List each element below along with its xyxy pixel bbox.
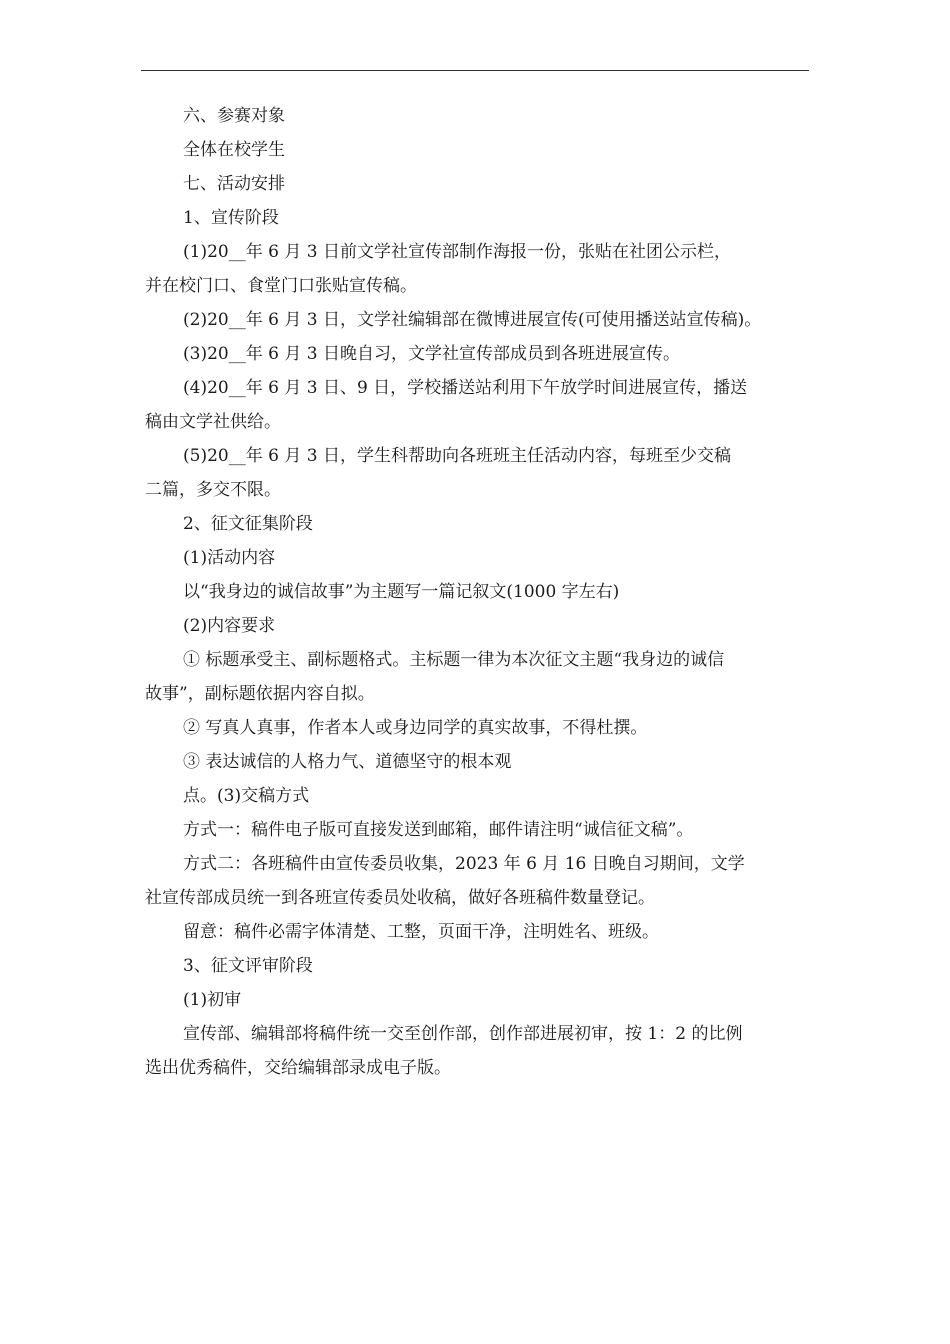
requirement-2: ② 写真人真事，作者本人或身边同学的真实故事，不得杜撰。	[183, 718, 648, 738]
submission-note: 留意：稿件必需字体清楚、工整，页面干净，注明姓名、班级。	[183, 922, 659, 942]
header-rule	[141, 70, 809, 71]
document-body	[145, 100, 807, 1086]
publicity-item-4-line-2: 稿由文学社供给。	[145, 412, 281, 432]
subsection-heading-review: 3、征文评审阶段	[183, 956, 313, 976]
section-heading-schedule: 七、活动安排	[183, 174, 285, 194]
review-first-round-line-1: 宣传部、编辑部将稿件统一交至创作部，创作部进展初审，按 1：2 的比例	[183, 1024, 743, 1044]
subsection-heading-publicity: 1、宣传阶段	[183, 208, 279, 228]
publicity-item-3: (3)20__年 6 月 3 日晚自习，文学社宣传部成员到各班进展宣传。	[183, 344, 680, 364]
requirement-1-line-1: ① 标题承受主、副标题格式。主标题一律为本次征文主题“我身边的诚信	[183, 650, 725, 670]
requirement-1-line-2: 故事”，副标题依据内容自拟。	[145, 684, 375, 704]
submission-method-1: 方式一：稿件电子版可直接发送到邮箱，邮件请注明“诚信征文稿”。	[183, 820, 694, 840]
submission-method-2-line-2: 社宣传部成员统一到各班宣传委员处收稿，做好各班稿件数量登记。	[145, 888, 655, 908]
publicity-item-1-line-2: 并在校门口、食堂门口张贴宣传稿。	[145, 276, 417, 296]
publicity-item-5-line-2: 二篇，多交不限。	[145, 480, 281, 500]
review-first-round-line-2: 选出优秀稿件，交给编辑部录成电子版。	[145, 1058, 451, 1078]
collection-content-text: 以“我身边的诚信故事”为主题写一篇记叙文(1000 字左右)	[183, 582, 620, 602]
collection-content-heading: (1)活动内容	[183, 548, 276, 568]
submission-method-heading: 点。(3)交稿方式	[183, 786, 310, 806]
publicity-item-1-line-1: (1)20__年 6 月 3 日前文学社宣传部制作海报一份，张贴在社团公示栏，	[183, 242, 731, 262]
publicity-item-5-line-1: (5)20__年 6 月 3 日，学生科帮助向各班班主任活动内容，每班至少交稿	[183, 446, 731, 466]
submission-method-2-line-1: 方式二：各班稿件由宣传委员收集，2023 年 6 月 16 日晚自习期间，文学	[183, 854, 745, 874]
requirement-3: ③ 表达诚信的人格力气、道德坚守的根本观	[183, 752, 512, 772]
participants-text: 全体在校学生	[183, 140, 285, 160]
review-first-round-heading: (1)初审	[183, 990, 242, 1010]
publicity-item-4-line-1: (4)20__年 6 月 3 日、9 日，学校播送站利用下午放学时间进展宣传，播送	[183, 378, 748, 398]
subsection-heading-collection: 2、征文征集阶段	[183, 514, 313, 534]
collection-requirements-heading: (2)内容要求	[183, 616, 276, 636]
publicity-item-2: (2)20__年 6 月 3 日，文学社编辑部在微博进展宣传(可使用播送站宣传稿)。	[183, 310, 762, 330]
section-heading-participants: 六、参赛对象	[183, 106, 285, 126]
